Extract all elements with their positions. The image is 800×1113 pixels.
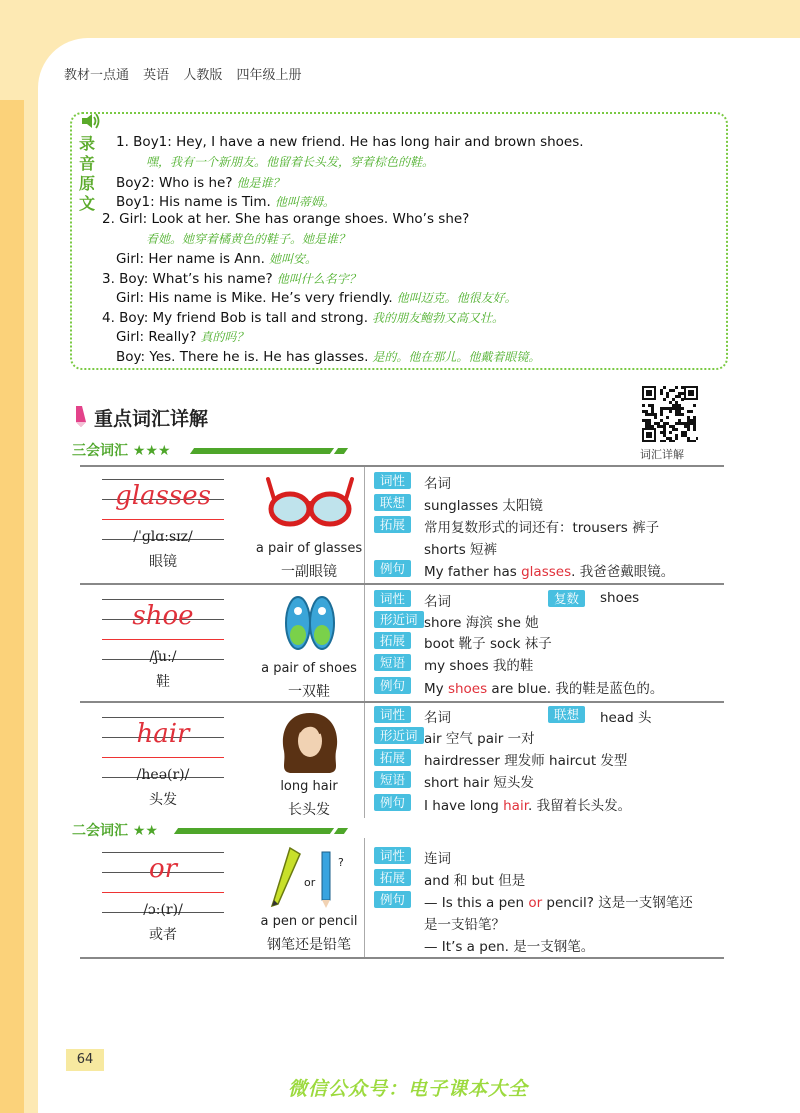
definition-text-segment: head 头 [600, 710, 652, 726]
qr-label: 词汇详解 [640, 448, 684, 461]
definition-text [424, 611, 539, 631]
writing-guide-line [102, 717, 224, 718]
definition-text [424, 706, 451, 726]
transcript-english: Boy2: Who is he? [116, 175, 233, 191]
transcript-english: Girl: Really? [116, 329, 197, 345]
definition-text [424, 677, 663, 697]
transcript-english: 2. Girl: Look at her. She has orange shoes. Who’s she? [102, 211, 470, 227]
definition-text-segment: 名词 [424, 594, 451, 610]
definition-text-segment: 名词 [424, 710, 451, 726]
transcript-line [116, 289, 517, 306]
definition-tag: 拓展 [374, 869, 411, 886]
entry-divider [80, 957, 724, 959]
picture-caption-en: a pair of shoes [261, 661, 357, 676]
side-stripe [0, 100, 24, 1113]
transcript-chinese: 他叫迈克。他很友好。 [396, 291, 517, 305]
entry-divider [80, 701, 724, 703]
definition-text [424, 771, 534, 791]
definition-tag: 短语 [374, 771, 411, 788]
definition-tag: 联想 [548, 706, 585, 723]
column-divider [364, 703, 365, 818]
pen-pencil-picture [260, 846, 360, 910]
definition-tag: 形近词 [374, 611, 424, 628]
column-divider [364, 465, 365, 583]
definition-tag: 形近词 [374, 727, 424, 744]
transcript-english: Girl: His name is Mike. He’s very friendly. [116, 290, 393, 306]
picture-caption-en: a pair of glasses [255, 541, 363, 556]
label-char: 文 [78, 194, 95, 213]
definition-text-segment: 名词 [424, 476, 451, 492]
writing-guide-line [102, 757, 224, 758]
vocab-chinese: 眼镜 [149, 554, 177, 570]
definition-text-segment: short hair 短头发 [424, 775, 534, 791]
definition-text-segment: 常用复数形式的词还有：trousers 裤子 [424, 520, 660, 536]
vocab-word: glasses [115, 481, 211, 511]
level-two-heading: 二会词汇 ★★ [72, 823, 158, 839]
writing-guide-line [102, 892, 224, 893]
transcript-line [116, 348, 540, 365]
definition-text [424, 847, 451, 867]
pencil-icon [72, 404, 90, 428]
definition-text-segment: 是一支铅笔？ [424, 917, 505, 933]
definition-text-segment: my shoes 我的鞋 [424, 658, 534, 674]
header-edition: 人教版 [183, 68, 223, 83]
picture-caption-cn: 长头发 [288, 802, 330, 818]
definition-tag: 例句 [374, 560, 411, 577]
vocab-word: shoe [132, 601, 194, 631]
vocab-phonetic: /ʃuː/ [149, 649, 177, 665]
definition-text [424, 472, 451, 492]
highlighted-word: or [528, 895, 543, 911]
highlighted-word: shoes [447, 681, 488, 697]
transcript-english: 3. Boy: What’s his name? [102, 271, 273, 287]
transcript-line [116, 250, 317, 267]
definition-text-segment: are blue. 我的鞋是蓝色的。 [487, 681, 664, 697]
header-grade: 四年级上册 [236, 68, 302, 83]
definition-text [424, 869, 525, 889]
transcript-label [78, 134, 96, 214]
level-three-heading: 三会词汇 ★★★ [72, 443, 171, 459]
definition-tag: 短语 [374, 654, 411, 671]
definition-text-segment: air 空气 pair 一对 [424, 731, 535, 747]
table-top-line [80, 465, 724, 467]
definition-text [424, 935, 594, 955]
definition-text-segment: pencil? 这是一支钢笔还 [542, 895, 693, 911]
definition-tag: 拓展 [374, 749, 411, 766]
page-header [64, 64, 311, 83]
transcript-chinese: 他叫蒂姆。 [274, 195, 335, 209]
definition-text [424, 727, 535, 747]
definition-text-segment: shore 海滨 she 她 [424, 615, 539, 631]
long-hair-picture [260, 711, 360, 775]
column-divider [364, 838, 365, 957]
vocab-chinese: 头发 [149, 792, 177, 808]
definition-text [600, 590, 639, 606]
transcript-english: Girl: Her name is Ann. [116, 251, 265, 267]
header-book: 教材一点通 [64, 68, 130, 83]
picture-caption-en: a pen or pencil [260, 914, 358, 929]
or-label: or [304, 876, 316, 889]
definition-text-segment: . 我留着长头发。 [528, 798, 632, 814]
transcript-chinese: 他叫什么名字？ [276, 272, 361, 286]
qr-code[interactable] [642, 386, 698, 442]
vocab-phonetic: /ɔː(r)/ [143, 902, 183, 918]
writing-guide-line [102, 639, 224, 640]
label-char: 原 [78, 174, 95, 193]
transcript-english: 1. Boy1: Hey, I have a new friend. He has long hair and brown shoes. [116, 134, 584, 150]
vocab-word: or [148, 854, 178, 884]
definition-text-segment: . 我爸爸戴眼镜。 [571, 564, 675, 580]
writing-guide-line [102, 519, 224, 520]
transcript-line [116, 174, 285, 191]
definition-text-segment: hairdresser 理发师 haircut 发型 [424, 753, 628, 769]
definition-text [424, 913, 505, 933]
transcript-line [102, 211, 469, 227]
definition-text-segment: My father has [424, 564, 522, 580]
transcript-chinese: 我的朋友鲍勃又高又壮。 [372, 311, 505, 325]
definition-text-segment: — It’s a pen. 是一支钢笔。 [424, 939, 595, 955]
transcript-english: 4. Boy: My friend Bob is tall and strong. [102, 310, 369, 326]
writing-guide-line [102, 599, 224, 600]
vocab-picture [260, 593, 360, 657]
definition-tag: 拓展 [374, 632, 411, 649]
highlighted-word: hair [503, 798, 529, 814]
transcript-line [146, 153, 434, 170]
definition-tag: 例句 [374, 794, 411, 811]
vocab-chinese: 或者 [149, 927, 177, 943]
definition-text [424, 891, 693, 911]
speaker-icon[interactable] [80, 112, 102, 130]
vocab-phonetic: /ˈɡlɑːsɪz/ [133, 529, 193, 545]
definition-tag: 例句 [374, 677, 411, 694]
section-title: 重点词汇详解 [94, 408, 209, 430]
definition-text [424, 516, 659, 536]
vocab-phonetic: /heə(r)/ [136, 767, 190, 783]
transcript-box [70, 112, 728, 370]
level-bar [190, 448, 334, 454]
definition-tag: 例句 [374, 891, 411, 908]
label-char: 音 [78, 154, 95, 173]
picture-caption-cn: 一双鞋 [288, 684, 330, 700]
definition-text [424, 494, 543, 514]
label-char: 录 [78, 134, 95, 153]
page-number: 64 [66, 1049, 104, 1071]
transcript-english: Boy1: His name is Tim. [116, 194, 271, 210]
transcript-chinese: 他是谁？ [236, 176, 285, 190]
definition-text-segment: sunglasses 太阳镜 [424, 498, 543, 514]
definition-text [424, 749, 627, 769]
definition-text-segment: and 和 but 但是 [424, 873, 526, 889]
transcript-line [102, 270, 361, 287]
definition-tag: 拓展 [374, 516, 411, 533]
highlighted-word: glasses [521, 564, 572, 580]
definition-text-segment: — Is this a pen [424, 895, 529, 911]
transcript-line [116, 193, 335, 210]
vocab-word: hair [136, 719, 190, 749]
definition-text-segment: My [424, 681, 448, 697]
transcript-line [116, 328, 248, 345]
definition-tag: 词性 [374, 847, 411, 864]
definition-tag: 词性 [374, 706, 411, 723]
column-divider [364, 585, 365, 701]
vocab-picture [260, 473, 360, 537]
definition-text [424, 632, 552, 652]
definition-text [600, 706, 652, 726]
definition-text [424, 538, 497, 558]
definition-text-segment: shoes [600, 590, 640, 606]
definition-text-segment: shorts 短裤 [424, 542, 498, 558]
definition-text [424, 560, 674, 580]
header-subject: 英语 [143, 68, 170, 83]
question-mark: ? [338, 856, 344, 869]
vocab-picture [260, 846, 360, 910]
level-bar [174, 828, 334, 834]
transcript-chinese: 真的吗？ [200, 330, 249, 344]
transcript-chinese: 她叫安。 [268, 252, 317, 266]
definition-tag: 词性 [374, 472, 411, 489]
shoes-picture [260, 593, 360, 657]
definition-text [424, 590, 451, 610]
transcript-english: Boy: Yes. There he is. He has glasses. [116, 349, 369, 365]
definition-tag: 词性 [374, 590, 411, 607]
transcript-line [146, 230, 350, 247]
definition-text [424, 654, 533, 674]
transcript-chinese: 看她。她穿着橘黄色的鞋子。她是谁？ [146, 232, 351, 246]
definition-tag: 联想 [374, 494, 411, 511]
transcript-line [116, 134, 584, 150]
writing-guide-line [102, 479, 224, 480]
transcript-chinese: 嘿，我有一个新朋友。他留着长头发，穿着棕色的鞋。 [146, 155, 435, 169]
definition-text-segment: 连词 [424, 851, 451, 867]
footer-watermark: 微信公众号：电子课本大全 [288, 1078, 529, 1100]
picture-caption-cn: 一副眼镜 [281, 564, 337, 580]
transcript-chinese: 是的。他在那儿。他戴着眼镜。 [372, 350, 541, 364]
vocab-chinese: 鞋 [156, 674, 170, 690]
picture-caption-en: long hair [280, 779, 338, 794]
transcript-line [102, 309, 504, 326]
vocab-picture [260, 711, 360, 775]
picture-caption-cn: 钢笔还是铅笔 [267, 937, 351, 953]
glasses-picture [260, 473, 360, 537]
definition-tag: 复数 [548, 590, 585, 607]
writing-guide-line [102, 852, 224, 853]
definition-text-segment: I have long [424, 798, 504, 814]
definition-text [424, 794, 631, 814]
entry-divider [80, 583, 724, 585]
definition-text-segment: boot 靴子 sock 袜子 [424, 636, 552, 652]
